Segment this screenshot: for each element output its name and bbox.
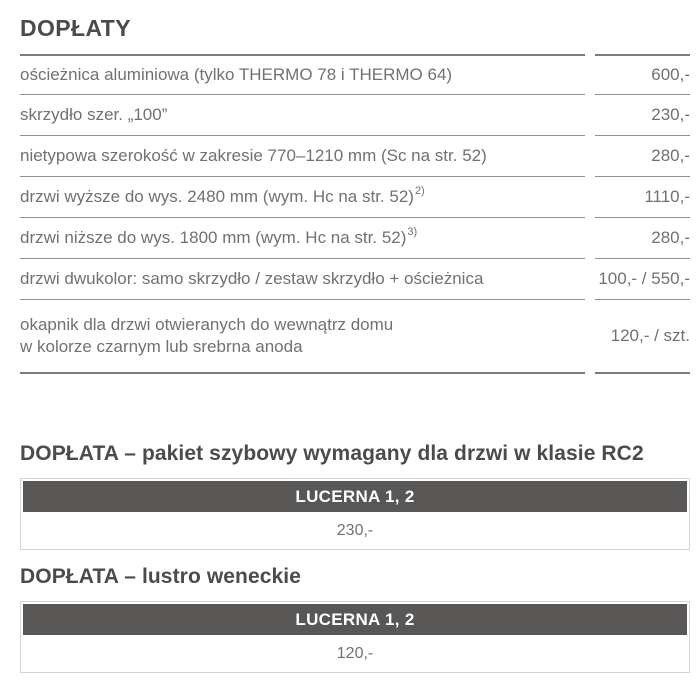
surcharge-label: drzwi niższe do wys. 1800 mm (wym. Hc na str. 52)$^{3)}$ [20,218,585,259]
venetian-mirror-heading: DOPŁATA – lustro weneckie [20,565,302,589]
surcharge-price: 600,- [595,54,690,95]
surcharge-label: okapnik dla drzwi otwieranych do wewnątrz domu w kolorze czarnym lub srebrna anoda [20,300,585,374]
surcharge-label-line2: w kolorze czarnym lub srebrna anoda [20,337,303,356]
footnote-marker: 3) [407,226,418,239]
surcharge-price: 280,- [595,136,690,177]
footnote-marker: 2) [414,185,425,198]
surcharge-label: skrzydło szer. „100” [20,95,585,136]
surcharge-price: 280,- [595,218,690,259]
surcharge-row [20,259,690,300]
surcharge-label: ościeżnica aluminiowa (tylko THERMO 78 i THERMO 64) [20,54,585,95]
surcharge-label: drzwi wyższe do wys. 2480 mm (wym. Hc na str. 52)$^{2)}$ [20,177,585,218]
page-title: DOPŁATY [20,15,131,41]
glass-package-heading: DOPŁATA – pakiet szybowy wymagany dla drzwi w klasie RC2 [20,442,644,465]
surcharge-row [20,54,690,95]
venetian-mirror-price: 120,- [336,644,374,662]
surcharge-row [20,177,690,218]
glass-package-block [20,478,690,550]
surcharge-row [20,300,690,374]
surcharge-row [20,136,690,177]
venetian-mirror-column-header: LUCERNA 1, 2 [23,604,687,635]
surcharge-label: nietypowa szerokość w zakresie 770–1210 mm (Sc na str. 52) [20,136,585,177]
surcharge-row [20,95,690,136]
surcharge-label: drzwi dwukolor: samo skrzydło / zestaw skrzydło + ościeżnica [20,259,585,300]
surcharge-price: 1110,- [595,177,690,218]
glass-package-column-header: LUCERNA 1, 2 [23,481,687,512]
surcharge-price: 120,- / szt. [595,300,690,374]
surcharge-price: 100,- / 550,- [595,259,690,300]
page-content [20,0,690,673]
surcharges-table [20,54,690,374]
glass-package-price: 230,- [336,521,374,539]
surcharge-price: 230,- [595,95,690,136]
surcharge-row [20,218,690,259]
venetian-mirror-block [20,601,690,673]
